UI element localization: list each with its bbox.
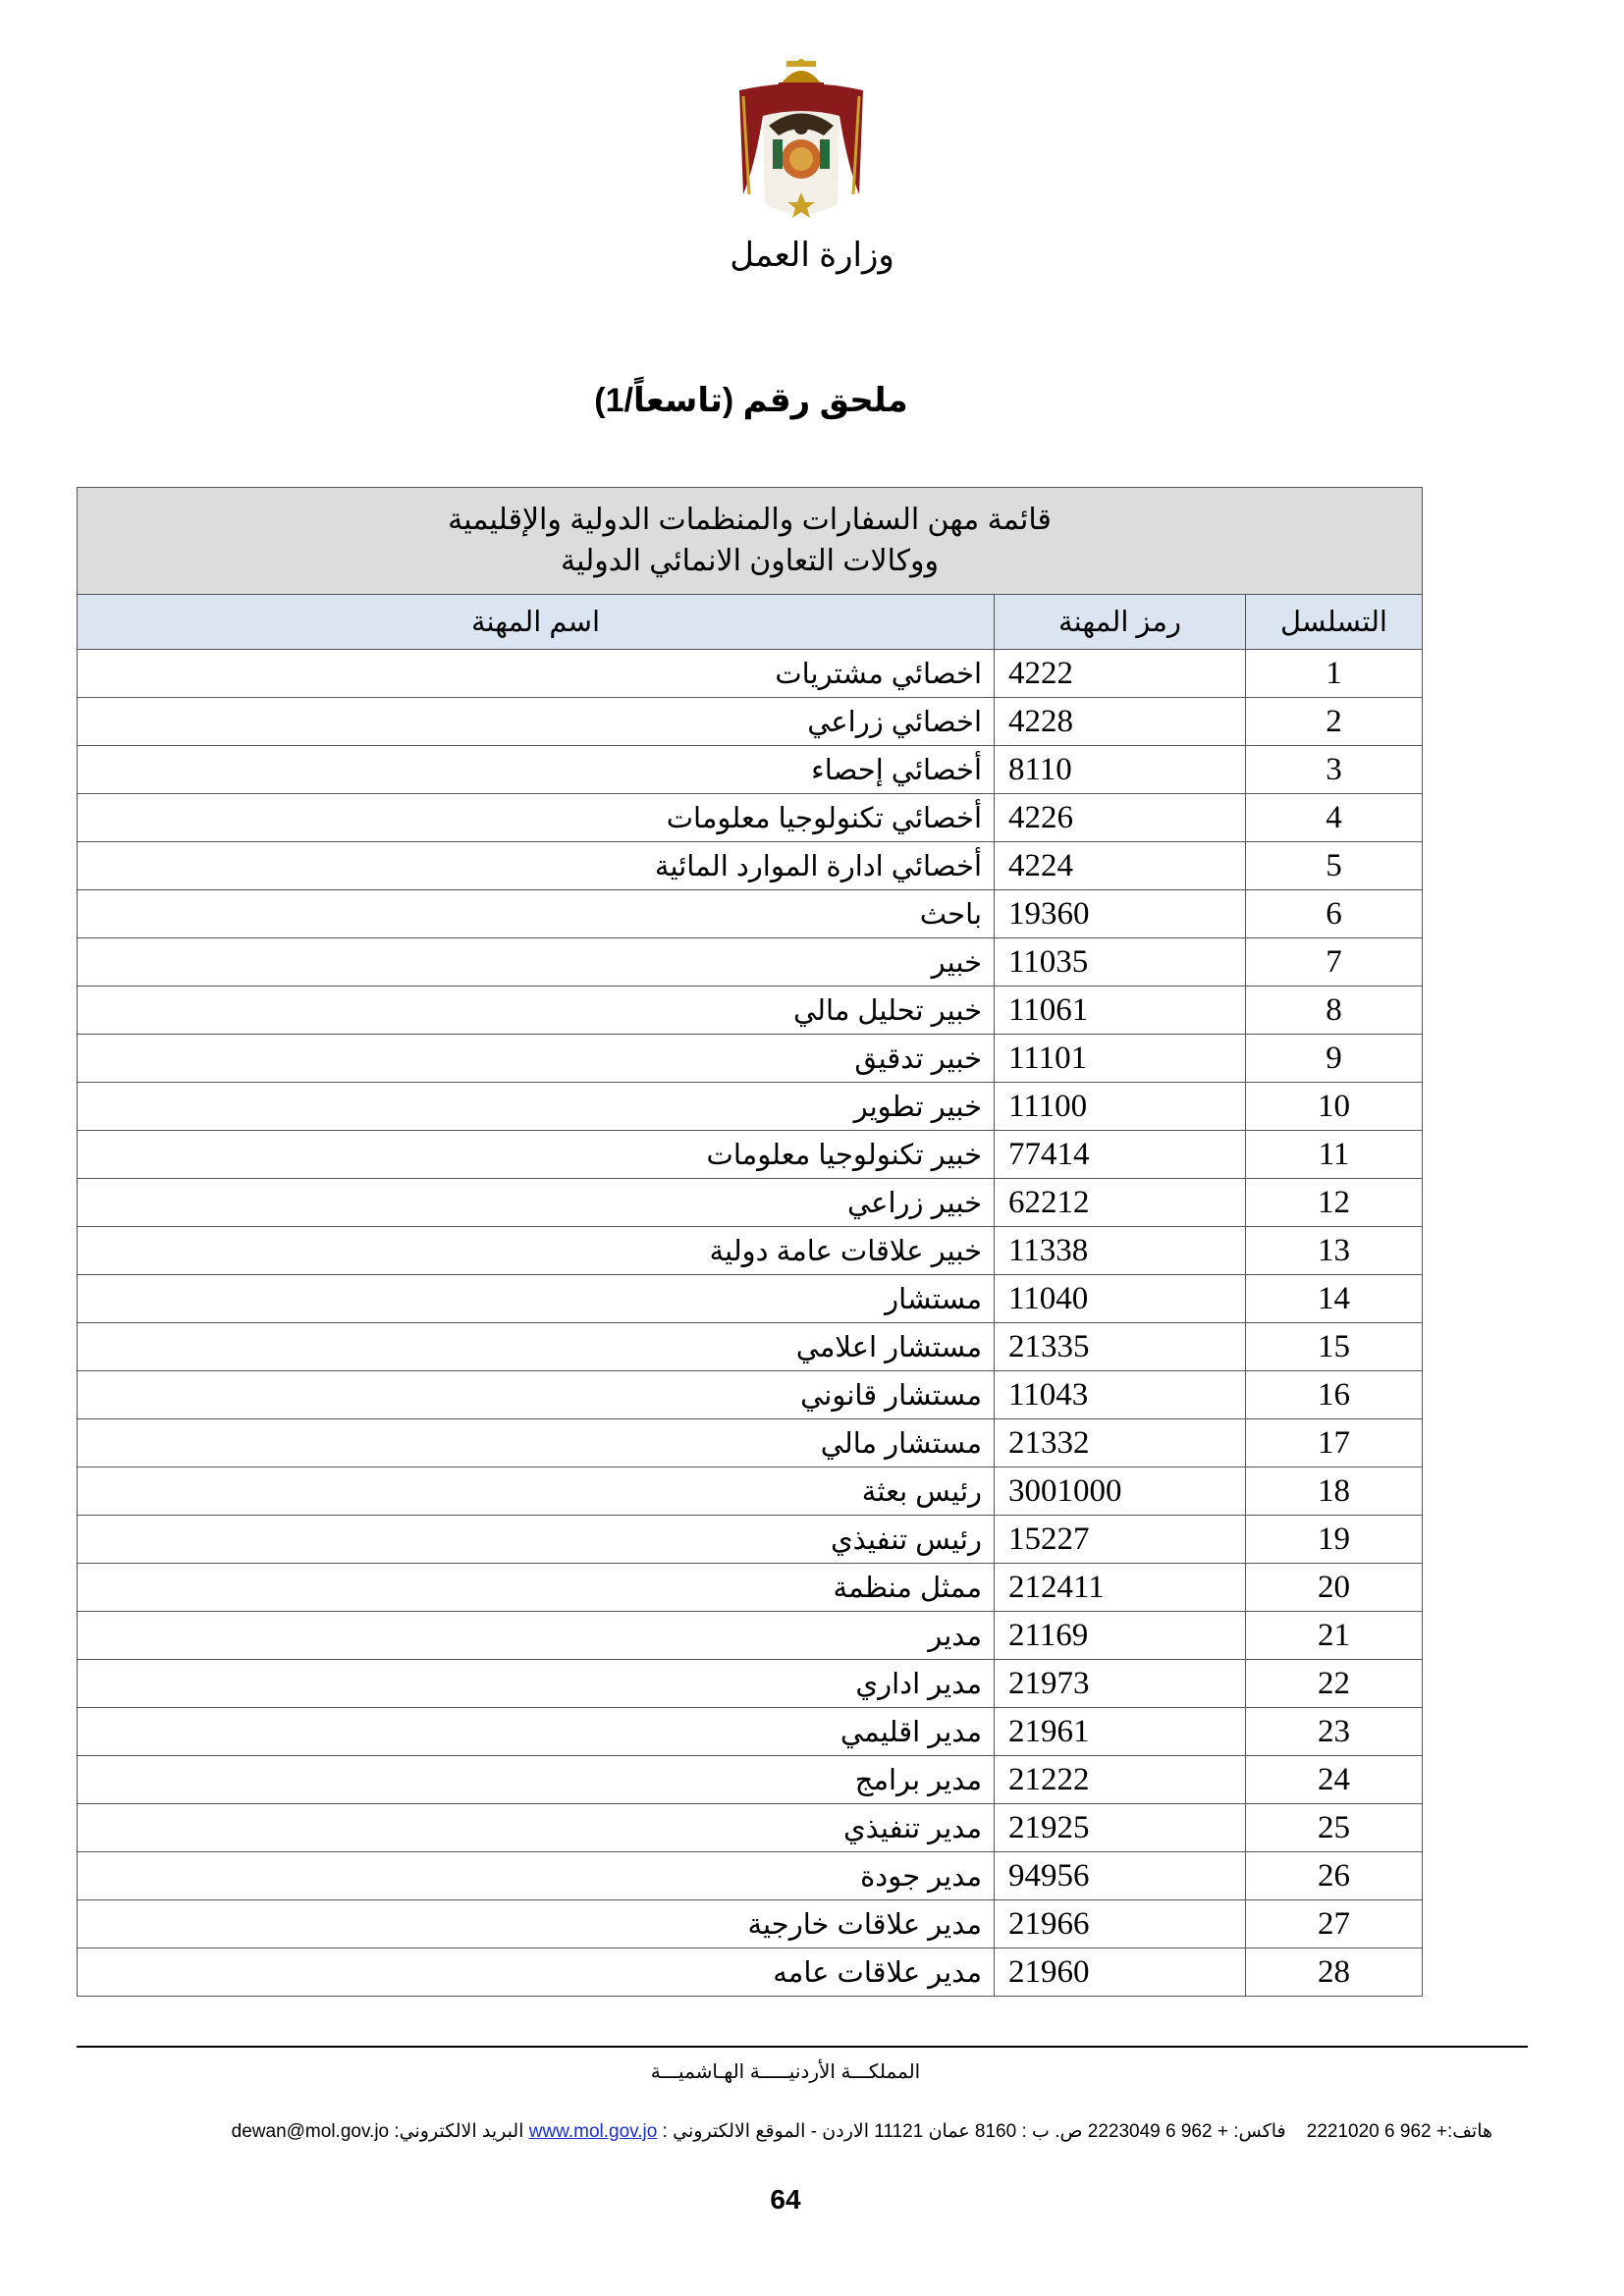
seq-cell: 22 xyxy=(1246,1660,1423,1708)
code-cell: 21973 xyxy=(995,1660,1246,1708)
occupation-name-cell: مستشار xyxy=(78,1275,995,1323)
seq-cell: 6 xyxy=(1246,890,1423,938)
seq-cell: 28 xyxy=(1246,1949,1423,1997)
table-row xyxy=(78,1227,1423,1275)
footer-address: ص. ب : 8160 عمان 11121 الاردن - الموقع الالكتروني : xyxy=(662,2121,1083,2142)
table-row xyxy=(78,650,1423,698)
seq-cell: 21 xyxy=(1246,1612,1423,1660)
footer-email-label: البريد الالكتروني: xyxy=(394,2121,524,2142)
occupation-name-cell: مدير تنفيذي xyxy=(78,1804,995,1852)
seq-cell: 24 xyxy=(1246,1756,1423,1804)
table-row xyxy=(78,1804,1423,1852)
code-cell: 21966 xyxy=(995,1900,1246,1949)
table-title-line2: ووكالات التعاون الانمائي الدولية xyxy=(560,545,940,577)
table-row xyxy=(78,1900,1423,1949)
code-cell: 11035 xyxy=(995,938,1246,987)
table-title-line1: قائمة مهن السفارات والمنظمات الدولية والإقليمية xyxy=(448,504,1052,536)
occupation-name-cell: أخصائي إحصاء xyxy=(78,746,995,794)
seq-cell: 17 xyxy=(1246,1419,1423,1468)
code-cell: 3001000 xyxy=(995,1468,1246,1516)
seq-cell: 11 xyxy=(1246,1131,1423,1179)
footer-fax: فاكس: + 962 6 2223049 xyxy=(1087,2121,1286,2142)
seq-cell: 10 xyxy=(1246,1083,1423,1131)
seq-cell: 19 xyxy=(1246,1516,1423,1564)
table-row xyxy=(78,1756,1423,1804)
table-row xyxy=(78,1949,1423,1997)
code-cell: 4224 xyxy=(995,842,1246,890)
occupation-name-cell: رئيس بعثة xyxy=(78,1468,995,1516)
occupation-name-cell: مدير xyxy=(78,1612,995,1660)
seq-cell: 16 xyxy=(1246,1371,1423,1419)
code-cell: 21961 xyxy=(995,1708,1246,1756)
occupation-name-cell: مدير برامج xyxy=(78,1756,995,1804)
ministry-name: وزارة العمل xyxy=(730,237,894,274)
code-cell: 21222 xyxy=(995,1756,1246,1804)
column-header-code: رمز المهنة xyxy=(995,595,1246,650)
occupation-name-cell: مدير جودة xyxy=(78,1852,995,1900)
occupation-name-cell: باحث xyxy=(78,890,995,938)
code-cell: 212411 xyxy=(995,1564,1246,1612)
code-cell: 11338 xyxy=(995,1227,1246,1275)
seq-cell: 14 xyxy=(1246,1275,1423,1323)
column-header-seq: التسلسل xyxy=(1246,595,1423,650)
table-row xyxy=(78,890,1423,938)
occupation-name-cell: مستشار مالي xyxy=(78,1419,995,1468)
occupation-name-cell: أخصائي تكنولوجيا معلومات xyxy=(78,794,995,842)
occupation-name-cell: أخصائي ادارة الموارد المائية xyxy=(78,842,995,890)
code-cell: 21332 xyxy=(995,1419,1246,1468)
seq-cell: 9 xyxy=(1246,1035,1423,1083)
annex-title: ملحق رقم (تاسعاً/1) xyxy=(594,382,908,419)
footer-phone: هاتف:+ 962 6 2221020 xyxy=(1306,2121,1492,2142)
table-row xyxy=(78,746,1423,794)
seq-cell: 23 xyxy=(1246,1708,1423,1756)
occupation-name-cell: اخصائي زراعي xyxy=(78,698,995,746)
occupation-name-cell: اخصائي مشتريات xyxy=(78,650,995,698)
occupation-name-cell: مستشار قانوني xyxy=(78,1371,995,1419)
table-title xyxy=(78,488,1423,595)
occupation-name-cell: مدير اقليمي xyxy=(78,1708,995,1756)
table-row xyxy=(78,1708,1423,1756)
seq-cell: 27 xyxy=(1246,1900,1423,1949)
footer-kingdom: المملكـــة الأردنيـــــة الهـاشميـــة xyxy=(650,2061,921,2083)
table-row xyxy=(78,987,1423,1035)
code-cell: 77414 xyxy=(995,1131,1246,1179)
code-cell: 21335 xyxy=(995,1323,1246,1371)
code-cell: 11101 xyxy=(995,1035,1246,1083)
page-number: 64 xyxy=(770,2184,801,2215)
occupation-name-cell: خبير xyxy=(78,938,995,987)
seq-cell: 26 xyxy=(1246,1852,1423,1900)
code-cell: 19360 xyxy=(995,890,1246,938)
table-row xyxy=(78,1419,1423,1468)
table-row xyxy=(78,842,1423,890)
code-cell: 21169 xyxy=(995,1612,1246,1660)
occupation-name-cell: رئيس تنفيذي xyxy=(78,1516,995,1564)
occupation-name-cell: خبير تدقيق xyxy=(78,1035,995,1083)
table-row xyxy=(78,1468,1423,1516)
table-row xyxy=(78,1275,1423,1323)
seq-cell: 12 xyxy=(1246,1179,1423,1227)
table-row xyxy=(78,1516,1423,1564)
code-cell: 94956 xyxy=(995,1852,1246,1900)
table-row xyxy=(78,1564,1423,1612)
code-cell: 4228 xyxy=(995,698,1246,746)
footer-email[interactable]: dewan@mol.gov.jo xyxy=(231,2121,390,2142)
table-row xyxy=(78,1660,1423,1708)
code-cell: 11040 xyxy=(995,1275,1246,1323)
code-cell: 11100 xyxy=(995,1083,1246,1131)
code-cell: 62212 xyxy=(995,1179,1246,1227)
seq-cell: 2 xyxy=(1246,698,1423,746)
footer-contact xyxy=(232,2120,1492,2143)
code-cell: 4226 xyxy=(995,794,1246,842)
jordan-coat-of-arms-icon xyxy=(730,57,873,234)
seq-cell: 7 xyxy=(1246,938,1423,987)
occupation-name-cell: خبير تكنولوجيا معلومات xyxy=(78,1131,995,1179)
occupation-name-cell: خبير زراعي xyxy=(78,1179,995,1227)
code-cell: 11061 xyxy=(995,987,1246,1035)
table-row xyxy=(78,1179,1423,1227)
column-header-name: اسم المهنة xyxy=(78,595,995,650)
footer-divider xyxy=(77,2046,1528,2048)
occupation-name-cell: خبير تحليل مالي xyxy=(78,987,995,1035)
seq-cell: 25 xyxy=(1246,1804,1423,1852)
table-row xyxy=(78,1131,1423,1179)
occupation-name-cell: مدير علاقات عامه xyxy=(78,1949,995,1997)
table-row xyxy=(78,1083,1423,1131)
table-row xyxy=(78,1852,1423,1900)
seq-cell: 18 xyxy=(1246,1468,1423,1516)
code-cell: 15227 xyxy=(995,1516,1246,1564)
table-row xyxy=(78,698,1423,746)
seq-cell: 5 xyxy=(1246,842,1423,890)
table-row xyxy=(78,794,1423,842)
seq-cell: 4 xyxy=(1246,794,1423,842)
footer-website-link[interactable]: www.mol.gov.jo xyxy=(528,2121,658,2142)
occupations-table xyxy=(77,487,1423,1997)
occupation-name-cell: مدير علاقات خارجية xyxy=(78,1900,995,1949)
seq-cell: 13 xyxy=(1246,1227,1423,1275)
seq-cell: 1 xyxy=(1246,650,1423,698)
code-cell: 21925 xyxy=(995,1804,1246,1852)
seq-cell: 15 xyxy=(1246,1323,1423,1371)
table-row xyxy=(78,1035,1423,1083)
code-cell: 21960 xyxy=(995,1949,1246,1997)
table-row xyxy=(78,1371,1423,1419)
occupation-name-cell: خبير تطوير xyxy=(78,1083,995,1131)
seq-cell: 8 xyxy=(1246,987,1423,1035)
table-row xyxy=(78,1612,1423,1660)
occupation-name-cell: مستشار اعلامي xyxy=(78,1323,995,1371)
code-cell: 8110 xyxy=(995,746,1246,794)
occupation-name-cell: ممثل منظمة xyxy=(78,1564,995,1612)
seq-cell: 20 xyxy=(1246,1564,1423,1612)
code-cell: 4222 xyxy=(995,650,1246,698)
occupation-name-cell: خبير علاقات عامة دولية xyxy=(78,1227,995,1275)
occupation-name-cell: مدير اداري xyxy=(78,1660,995,1708)
table-row xyxy=(78,938,1423,987)
seq-cell: 3 xyxy=(1246,746,1423,794)
table-row xyxy=(78,1323,1423,1371)
code-cell: 11043 xyxy=(995,1371,1246,1419)
